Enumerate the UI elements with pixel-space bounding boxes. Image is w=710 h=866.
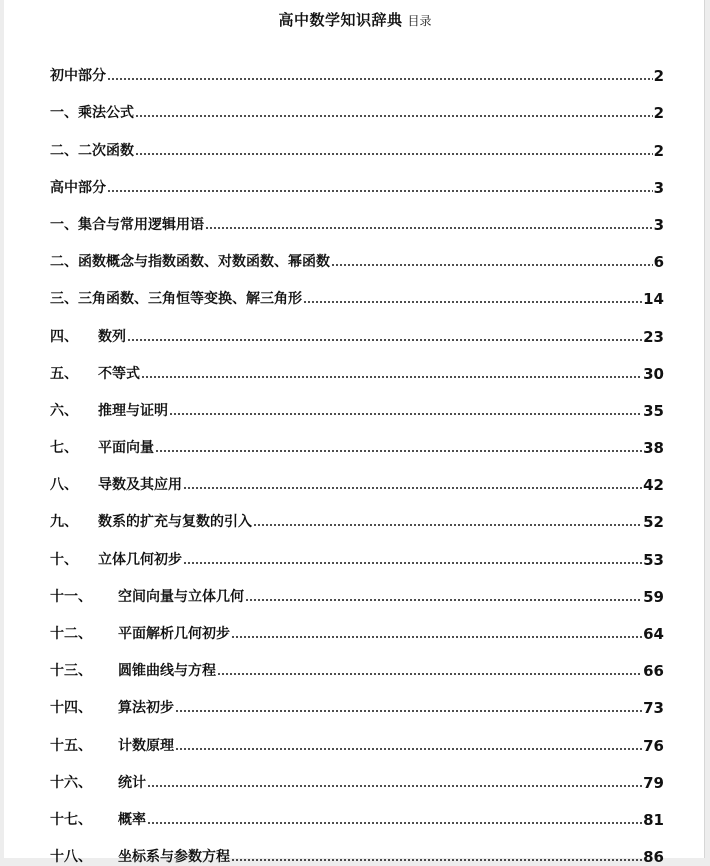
toc-entry[interactable] bbox=[50, 569, 664, 606]
toc-entry[interactable] bbox=[50, 457, 664, 494]
toc-entry-numeral: 九、 bbox=[50, 514, 78, 531]
dot-leader bbox=[183, 562, 642, 564]
toc-entry-numeral: 十五、 bbox=[50, 737, 92, 754]
toc-entry-page: 3 bbox=[653, 178, 664, 197]
toc-entry-numeral: 七、 bbox=[50, 440, 78, 457]
document-title: 高中数学知识辞典 bbox=[278, 11, 403, 29]
toc-entry-numeral: 十、 bbox=[50, 551, 78, 568]
toc-entry-title: 数列 bbox=[98, 328, 126, 345]
dot-leader bbox=[231, 636, 642, 638]
toc-entry-page: 38 bbox=[643, 439, 664, 458]
toc-entry-numeral: 六、 bbox=[50, 402, 78, 419]
toc-entry-numeral: 十三、 bbox=[50, 663, 92, 680]
dot-leader bbox=[135, 153, 653, 155]
toc-entry-title: 立体几何初步 bbox=[98, 551, 182, 568]
toc-entry[interactable] bbox=[50, 792, 664, 829]
toc-entry-title: 集合与常用逻辑用语 bbox=[78, 216, 204, 233]
dot-leader bbox=[155, 450, 642, 452]
dot-leader bbox=[169, 413, 642, 415]
toc-entry[interactable] bbox=[50, 197, 664, 234]
toc-entry-numeral: 一、 bbox=[50, 105, 78, 122]
toc-entry-title: 二次函数 bbox=[78, 142, 134, 159]
toc-entry-title: 坐标系与参数方程 bbox=[118, 849, 230, 866]
toc-entry-numeral: 十八、 bbox=[50, 849, 92, 866]
toc-entry[interactable] bbox=[50, 755, 664, 792]
toc-entry[interactable] bbox=[50, 271, 664, 308]
toc-entry-numeral: 十七、 bbox=[50, 811, 92, 828]
toc-entry-title: 导数及其应用 bbox=[98, 477, 182, 494]
toc-entry-title: 初中部分 bbox=[50, 68, 106, 85]
toc-entry[interactable] bbox=[50, 234, 664, 271]
toc-entry-page: 6 bbox=[653, 253, 664, 272]
toc-entry-page: 2 bbox=[653, 67, 664, 86]
toc-entry-title: 统计 bbox=[118, 774, 146, 791]
toc-entry-page: 35 bbox=[643, 401, 664, 420]
toc-entry[interactable] bbox=[50, 85, 664, 122]
toc-entry[interactable] bbox=[50, 383, 664, 420]
toc-entry-numeral: 十四、 bbox=[50, 700, 92, 717]
toc-entry-page: 52 bbox=[643, 513, 664, 532]
toc-entry-numeral: 二、 bbox=[50, 142, 78, 159]
toc-entry-title: 概率 bbox=[118, 811, 146, 828]
toc-entry-page: 64 bbox=[643, 625, 664, 643]
toc-entry-page: 59 bbox=[643, 587, 664, 606]
dot-leader bbox=[107, 78, 653, 80]
toc-entry-page: 53 bbox=[643, 550, 664, 569]
toc-entry-title: 算法初步 bbox=[118, 700, 174, 717]
dot-leader bbox=[303, 301, 642, 303]
toc-entry[interactable] bbox=[50, 346, 664, 383]
toc-entry-numeral: 一、 bbox=[50, 216, 78, 233]
toc-entry-page: 79 bbox=[643, 773, 664, 792]
toc-entry-numeral: 二、 bbox=[50, 254, 78, 271]
dot-leader bbox=[107, 190, 653, 192]
document-header bbox=[0, 9, 710, 30]
toc-entry-title: 平面向量 bbox=[98, 440, 154, 457]
toc-entry[interactable] bbox=[50, 494, 664, 531]
toc-entry[interactable] bbox=[50, 420, 664, 457]
toc-entry-title: 三角函数、三角恒等变换、解三角形 bbox=[78, 291, 302, 308]
toc-entry-page: 81 bbox=[643, 810, 664, 829]
toc-entry-title: 函数概念与指数函数、对数函数、幂函数 bbox=[78, 254, 330, 271]
toc-entry-title: 空间向量与立体几何 bbox=[118, 588, 244, 605]
dot-leader bbox=[175, 710, 642, 712]
dot-leader bbox=[231, 859, 642, 861]
table-of-contents bbox=[50, 48, 664, 866]
dot-leader bbox=[183, 487, 642, 489]
toc-entry-numeral: 十六、 bbox=[50, 774, 92, 791]
toc-entry[interactable] bbox=[50, 643, 664, 680]
toc-entry-title: 乘法公式 bbox=[78, 105, 134, 122]
toc-entry-page: 3 bbox=[653, 215, 664, 234]
toc-entry-title: 圆锥曲线与方程 bbox=[118, 663, 216, 680]
toc-entry[interactable] bbox=[50, 606, 664, 643]
toc-entry[interactable] bbox=[50, 829, 664, 866]
dot-leader bbox=[135, 115, 653, 117]
toc-entry-numeral: 八、 bbox=[50, 477, 78, 494]
dot-leader bbox=[253, 524, 642, 526]
dot-leader bbox=[331, 264, 653, 266]
toc-entry-page: 2 bbox=[653, 104, 664, 123]
dot-leader bbox=[245, 599, 642, 601]
toc-entry-page: 76 bbox=[643, 736, 664, 755]
toc-entry-numeral: 十一、 bbox=[50, 588, 92, 605]
toc-entry-page: 42 bbox=[643, 476, 664, 495]
toc-entry-numeral: 四、 bbox=[50, 328, 78, 345]
toc-entry-numeral: 五、 bbox=[50, 365, 78, 382]
toc-entry-numeral: 三、 bbox=[50, 291, 78, 308]
dot-leader bbox=[205, 227, 653, 229]
dot-leader bbox=[147, 822, 642, 824]
toc-entry[interactable] bbox=[50, 680, 664, 717]
toc-entry[interactable] bbox=[50, 717, 664, 754]
toc-entry-page: 86 bbox=[643, 848, 664, 866]
dot-leader bbox=[147, 785, 642, 787]
toc-entry-title: 平面解析几何初步 bbox=[118, 626, 230, 642]
document-subtitle: 目录 bbox=[407, 14, 432, 28]
dot-leader bbox=[175, 748, 642, 750]
toc-entry[interactable] bbox=[50, 531, 664, 568]
toc-entry-page: 66 bbox=[643, 662, 664, 681]
toc-entry[interactable] bbox=[50, 48, 664, 85]
toc-entry-title: 不等式 bbox=[98, 365, 140, 382]
toc-entry-page: 2 bbox=[653, 141, 664, 160]
toc-entry-numeral: 十二、 bbox=[50, 626, 92, 642]
toc-entry-title: 计数原理 bbox=[118, 737, 174, 754]
toc-entry-page: 14 bbox=[643, 290, 664, 309]
dot-leader bbox=[217, 673, 642, 675]
toc-entry-title: 推理与证明 bbox=[98, 402, 168, 419]
toc-entry-title: 高中部分 bbox=[50, 179, 106, 196]
dot-leader bbox=[141, 376, 642, 378]
toc-entry[interactable] bbox=[50, 160, 664, 197]
toc-entry-page: 30 bbox=[643, 364, 664, 383]
toc-entry-title: 数系的扩充与复数的引入 bbox=[98, 514, 252, 531]
toc-entry-page: 73 bbox=[643, 699, 664, 718]
dot-leader bbox=[127, 339, 642, 341]
toc-entry[interactable] bbox=[50, 122, 664, 159]
toc-entry-page: 23 bbox=[643, 327, 664, 346]
toc-entry[interactable] bbox=[50, 308, 664, 345]
